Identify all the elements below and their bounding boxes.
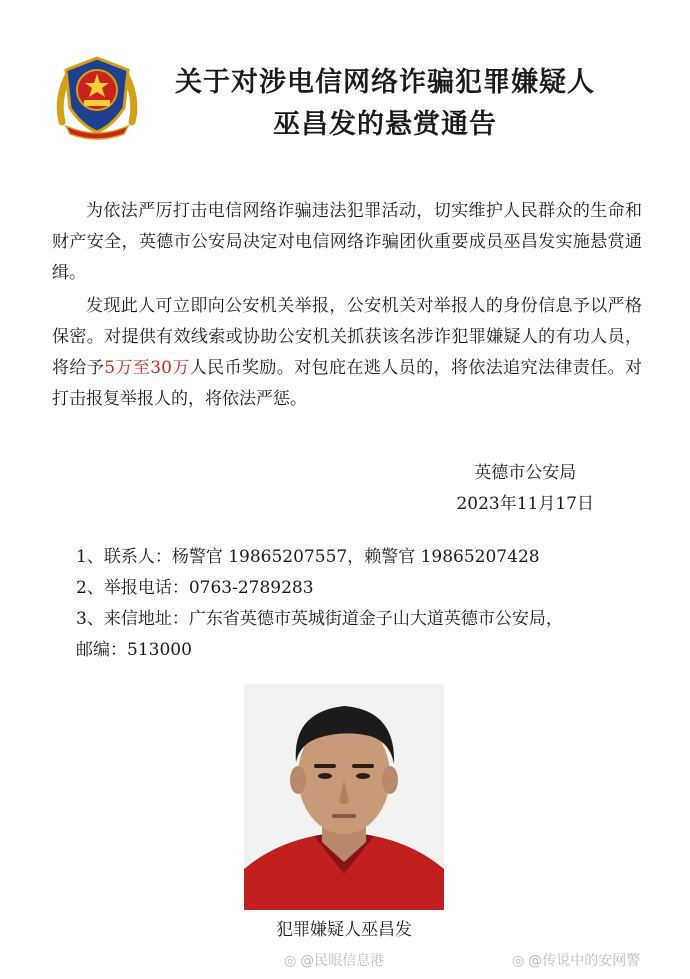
title-line-1: 关于对涉电信网络诈骗犯罪嫌疑人 — [175, 67, 595, 98]
contact-info — [76, 542, 646, 666]
contact-line-2: 2、举报电话：0763-2789283 — [76, 578, 314, 598]
contact-line-3: 3、来信地址：广东省英德市英城街道金子山大道英德市公安局， — [76, 609, 563, 629]
paragraph-2-before: 发现此人可立即向公安机关举报，公安机关对举报人的身份信息予以严格保密。对提供有效线索或协助公安机关抓获该名涉诈犯罪嫌疑人的有功人员，将给予 — [52, 296, 642, 378]
suspect-portrait-icon — [244, 684, 444, 910]
paragraph-2-after: 人民币奖励。对包庇在逃人员的，将依法追究法律责任。对打击报复举报人的，将依法严惩。 — [52, 358, 643, 409]
issuing-organization: 英德市公安局 — [474, 463, 577, 483]
title-line-2: 巫昌发的悬赏通告 — [273, 109, 497, 140]
suspect-photo — [244, 684, 444, 910]
contact-line-1: 1、联系人：杨警官 19865207557，赖警官 19865207428 — [76, 547, 540, 567]
weibo-icon: ◎ — [284, 953, 297, 969]
issue-date: 2023年11月17日 — [456, 494, 594, 514]
contact-line-3-cont: 邮编：513000 — [76, 640, 192, 660]
notice-body — [52, 196, 642, 417]
paragraph-1: 为依法严厉打击电信网络诈骗违法犯罪活动，切实维护人民群众的生命和财产安全，英德市公安局决定对电信网络诈骗团伙重要成员巫昌发实施悬赏通缉。 — [52, 201, 642, 283]
weibo-icon: ◎ — [512, 953, 525, 969]
photo-caption: 犯罪嫌疑人巫昌发 — [276, 920, 412, 940]
paragraph-2 — [52, 291, 642, 415]
watermark-1-text: @民眼信息港 — [300, 953, 385, 969]
reward-amount: 5万至30万 — [104, 358, 190, 378]
signature-block — [456, 458, 594, 520]
police-emblem-icon — [52, 52, 142, 142]
watermark-2 — [512, 950, 640, 970]
watermark-1 — [284, 950, 384, 970]
watermark-2-text: @传说中的安网警 — [528, 953, 641, 969]
page-title — [150, 62, 620, 146]
